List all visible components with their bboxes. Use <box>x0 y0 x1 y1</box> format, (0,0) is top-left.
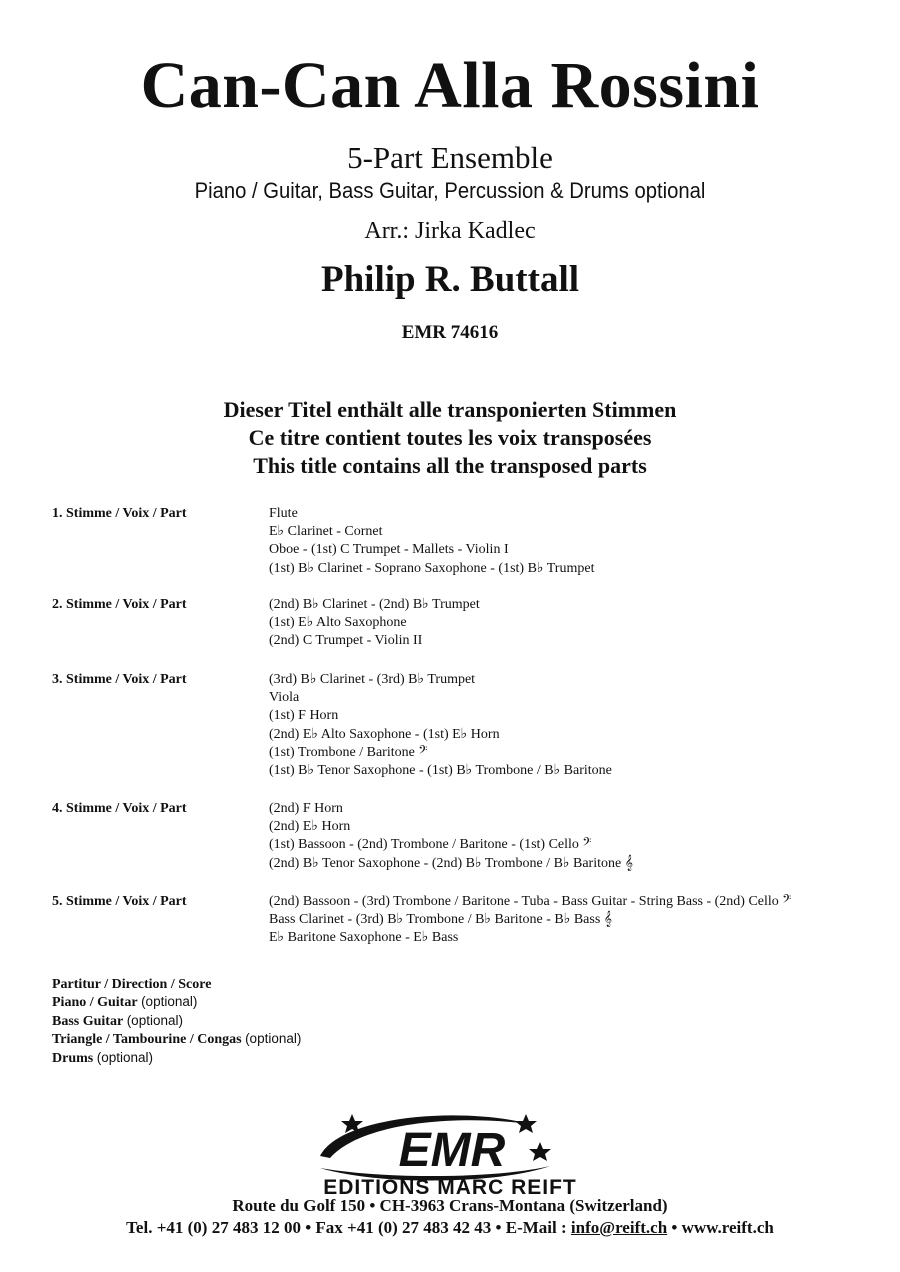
part-1-instruments <box>269 505 594 578</box>
part-3-label: 3. Stimme / Voix / Part <box>52 672 187 687</box>
instrument-line: (2nd) E♭ Alto Saxophone - (1st) E♭ Horn <box>269 726 500 742</box>
part-4-label: 4. Stimme / Voix / Part <box>52 801 187 816</box>
instrument-line: Bass Clarinet - (3rd) B♭ Trombone / B♭ Baritone - B♭ Bass 𝄞 <box>269 912 613 928</box>
extra-note: (optional) <box>96 1049 154 1065</box>
instrument-line: (1st) F Horn <box>269 708 339 724</box>
transposed-parts-notice <box>0 396 900 480</box>
instrument-line: (1st) E♭ Alto Saxophone <box>269 615 407 631</box>
email-link[interactable]: info@reift.ch <box>570 1218 668 1237</box>
additional-parts <box>52 976 301 1067</box>
instrument-line: E♭ Clarinet - Cornet <box>269 524 383 540</box>
extra-item <box>52 1030 301 1048</box>
instrument-line: E♭ Baritone Saxophone - E♭ Bass <box>269 930 459 946</box>
instrument-line: (1st) B♭ Clarinet - Soprano Saxophone - (1st) B♭ Trumpet <box>269 560 595 576</box>
instrument-line: Oboe - (1st) C Trumpet - Mallets - Violin I <box>269 542 509 558</box>
extra-name: Bass Guitar <box>52 1013 124 1029</box>
instrument-line: (3rd) B♭ Clarinet - (3rd) B♭ Trumpet <box>269 672 476 687</box>
extra-item <box>52 1049 301 1067</box>
composer: Philip R. Buttall <box>320 259 580 300</box>
part-5-instruments <box>269 893 791 948</box>
contact-phone-fax: Tel. +41 (0) 27 483 12 00 • Fax +41 (0) 27 483 42 43 • E-Mail : <box>126 1218 571 1237</box>
extra-note: (optional) <box>245 1031 302 1047</box>
instrument-line: (1st) Bassoon - (2nd) Trombone / Baritone - (1st) Cello 𝄢 <box>269 837 592 853</box>
arranger: Arr.: Jirka Kadlec <box>364 218 536 244</box>
extra-name: Drums <box>52 1050 94 1066</box>
publisher-name: EDITIONS MARC REIFT <box>323 1176 577 1198</box>
publisher-contact <box>0 1218 900 1238</box>
instrument-line: (2nd) E♭ Horn <box>269 819 351 835</box>
instrument-line: (2nd) B♭ Clarinet - (2nd) B♭ Trumpet <box>269 597 480 612</box>
website-link[interactable]: • www.reift.ch <box>667 1218 774 1237</box>
part-2-label: 2. Stimme / Voix / Part <box>52 597 187 612</box>
instrument-line: (2nd) B♭ Tenor Saxophone - (2nd) B♭ Trombone / B♭ Baritone 𝄞 <box>269 855 633 871</box>
extra-note: (optional) <box>126 1012 183 1028</box>
extra-item <box>52 993 301 1011</box>
subtitle: 5-Part Ensemble <box>347 140 553 175</box>
part-2-instruments <box>269 596 480 651</box>
star-icon <box>515 1114 537 1133</box>
publisher-address: Route du Golf 150 • CH-3963 Crans-Montana (Switzerland) <box>232 1196 668 1215</box>
instrument-line: (2nd) Bassoon - (3rd) Trombone / Baritone - Tuba - Bass Guitar - String Bass - (2nd) Cello 𝄢 <box>269 894 792 909</box>
part-5-label: 5. Stimme / Voix / Part <box>52 894 187 909</box>
extra-item <box>52 976 301 993</box>
extra-name: Partitur / Direction / Score <box>52 977 212 992</box>
instrument-line: (2nd) C Trumpet - Violin II <box>269 633 423 649</box>
instrument-line: (1st) B♭ Tenor Saxophone - (1st) B♭ Trombone / B♭ Baritone <box>269 762 612 778</box>
instrument-line: Viola <box>269 690 300 706</box>
notice-english: This title contains all the transposed parts <box>253 453 647 478</box>
logo-text: EMR <box>398 1124 506 1177</box>
star-icon <box>529 1142 551 1161</box>
part-4-instruments <box>269 800 633 873</box>
part-1-label: 1. Stimme / Voix / Part <box>52 506 187 521</box>
emr-logo <box>300 1106 600 1198</box>
extra-name: Piano / Guitar <box>52 995 138 1011</box>
instrument-line: Flute <box>269 506 298 521</box>
catalog-number: EMR 74616 <box>401 322 499 343</box>
notice-german: Dieser Titel enthält alle transponierten Stimmen <box>223 397 677 422</box>
extra-name: Triangle / Tambourine / Congas <box>52 1032 242 1048</box>
instrumentation: Piano / Guitar, Bass Guitar, Percussion & Drums optional <box>194 178 706 203</box>
extra-item <box>52 1012 301 1030</box>
page-title: Can-Can Alla Rossini <box>140 49 760 122</box>
instrument-line: (1st) Trombone / Baritone 𝄢 <box>269 744 428 760</box>
part-3-instruments <box>269 671 612 780</box>
instrument-line: (2nd) F Horn <box>269 801 343 816</box>
notice-french: Ce titre contient toutes les voix transposées <box>248 425 652 450</box>
extra-note: (optional) <box>141 994 198 1010</box>
